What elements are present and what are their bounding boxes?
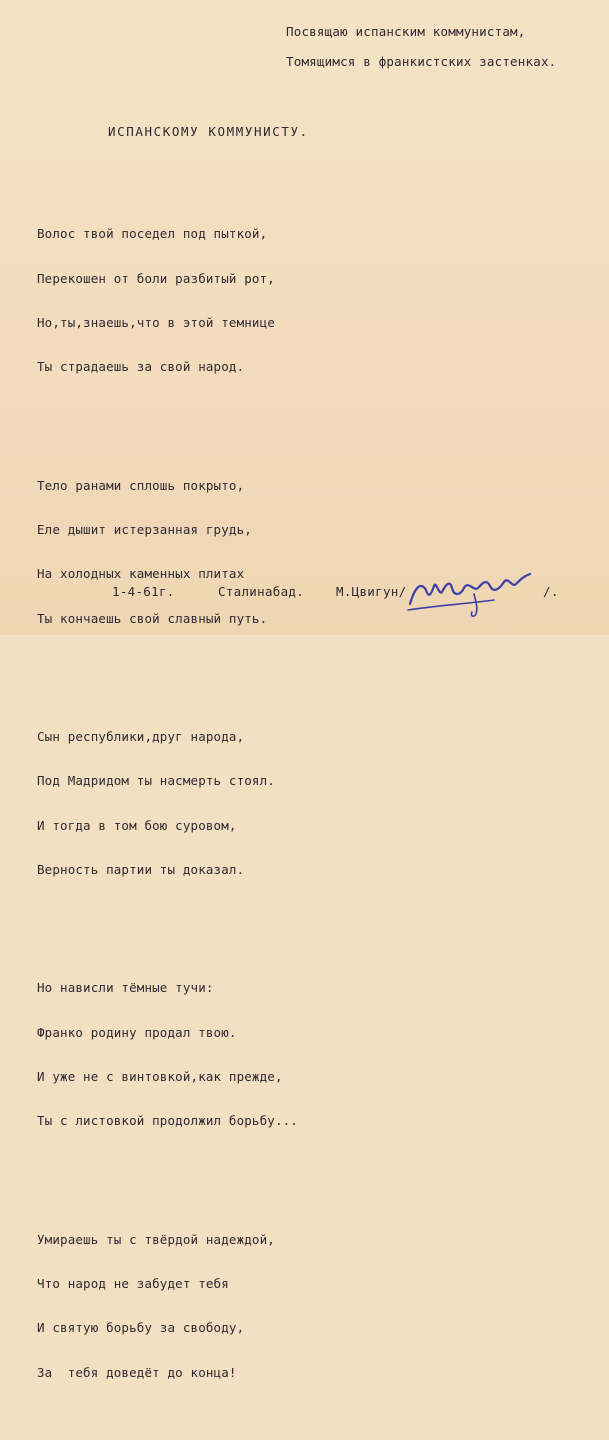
footer-author: М.Цвигун/ (336, 584, 407, 599)
poem-title: ИСПАНСКОМУ КОММУНИСТУ. (108, 124, 309, 139)
poem-line: На холодных каменных плитах (37, 566, 245, 582)
poem-line: Но нависли тёмные тучи: (37, 980, 214, 996)
poem-line: Ты с листовкой продолжил борьбу... (37, 1113, 298, 1129)
poem-line: Перекошен от боли разбитый рот, (37, 270, 275, 286)
poem-line: Сын республики,друг народа, (37, 728, 245, 744)
footer-closing: /. (543, 584, 559, 599)
dedication-line-1: Посвящаю испанским коммунистам, (286, 24, 526, 39)
poem-line: И тогда в том бою суровом, (37, 817, 237, 833)
poem-line: Верность партии ты доказал. (37, 862, 245, 878)
poem-line: И уже не с винтовкой,как прежде, (37, 1069, 283, 1084)
poem-line: Под Мадридом ты насмерть стоял. (37, 773, 275, 789)
poem-line: Тело ранами сплошь покрыто, (37, 477, 245, 493)
footer-date: 1-4-61г. (112, 584, 175, 599)
poem-line: Но,ты,знаешь,что в этой темнице (37, 314, 275, 330)
poem-line: Франко родину продал твою. (37, 1024, 237, 1040)
poem-body (37, 168, 298, 1440)
poem-line: За тебя доведёт до конца! (37, 1364, 237, 1380)
stanza-4 (37, 952, 298, 1159)
poem-line: Что народ не забудет тебя (37, 1275, 229, 1291)
poem-line: Ты кончаешь свой славный путь. (37, 610, 268, 626)
stanza-1 (37, 198, 298, 405)
stanza-2 (37, 449, 298, 656)
stanza-3 (37, 700, 298, 907)
poem-line: Еле дышит истерзанная грудь, (37, 521, 252, 537)
poem-line: И святую борьбу за свободу, (37, 1320, 245, 1336)
footer-place: Сталинабад. (218, 584, 305, 599)
stanza-5 (37, 1203, 298, 1410)
poem-line: Умираешь ты с твёрдой надеждой, (37, 1231, 275, 1247)
poem-line: Волос твой поседел под пыткой, (37, 226, 268, 242)
poem-line: Ты страдаешь за свой народ. (37, 359, 245, 375)
handwritten-signature (404, 566, 536, 618)
dedication-line-2: Томящимся в франкистских застенках. (286, 54, 557, 69)
